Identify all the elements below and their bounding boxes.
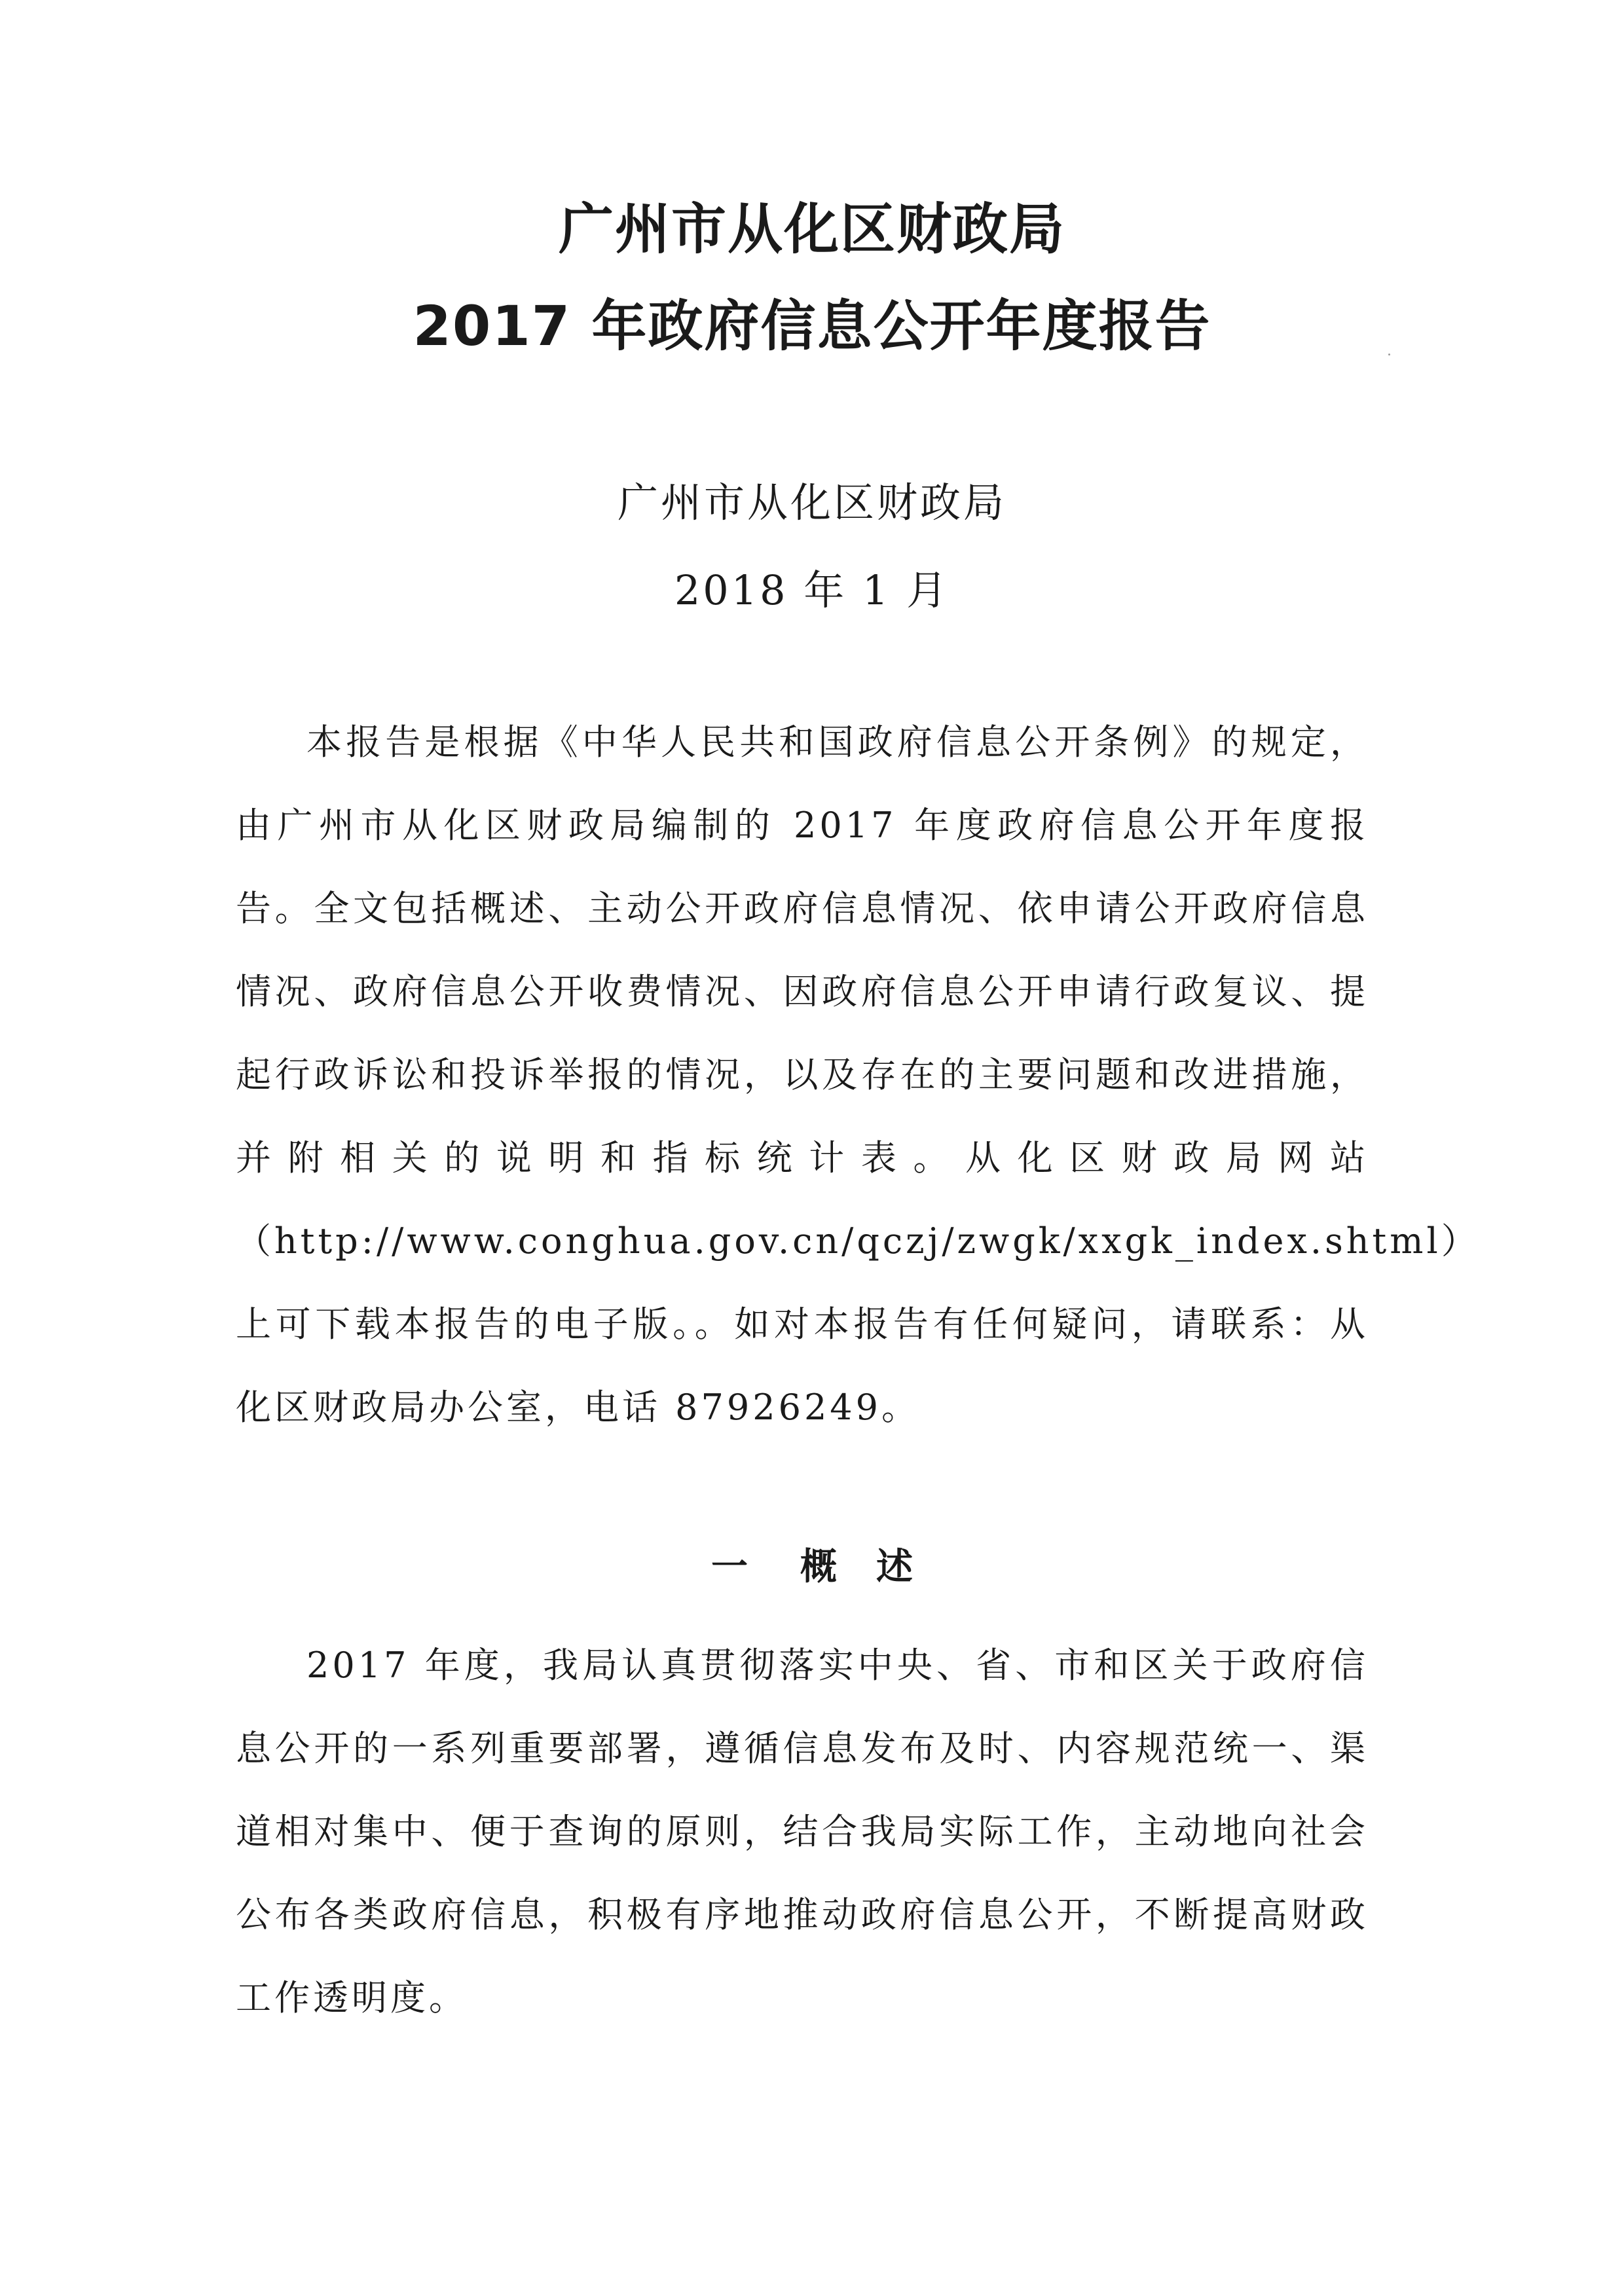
overview-paragraph: 2017 年度，我局认真贯彻落实中央、省、市和区关于政府信息公开的一系列重要部署，遵循信息发布及时、内容规范统一、渠道相对集中、便于查询的原则，结合我局实际工作，主动地向社会公布各类政府信息，积极有序地推动政府信息公开，不断提高财政工作透明度。 [236,1645,1369,2018]
section-heading-overview [0,1541,1624,1594]
issuer-name: 广州市从化区财政局 [617,479,1006,526]
section-title-char-2: 述 [876,1546,913,1588]
scan-speck [1388,354,1390,355]
intro-paragraph: 本报告是根据《中华人民共和国政府信息公开条例》的规定，由广州市从化区财政局编制的 2017 年度政府信息公开年度报告。全文包括概述、主动公开政府信息情况、依申请公开政府信息情况、政府信息公开收费情况、因政府信息公开申请行政复议、提起行政诉讼和投诉举报的情况，以及存在的主要问题和改进措施，并附相关的说明和指标统计表。从化区财政局网站（http://www.conghua.gov.cn/qczj/zwgk/xxgk_index.shtml）上可下载本报告的电子版。。如对本报告有任何疑问，请联系：从化区财政局办公室，电话 87926249。 [236,721,1480,1428]
document-title-line-2: 2017 年政府信息公开年度报告 [413,294,1211,358]
section-number: 一 [711,1546,748,1588]
document-title-line-1: 广州市从化区财政局 [558,197,1065,261]
section-title-char-1: 概 [800,1546,837,1588]
issue-date: 2018 年 1 月 [674,566,950,614]
